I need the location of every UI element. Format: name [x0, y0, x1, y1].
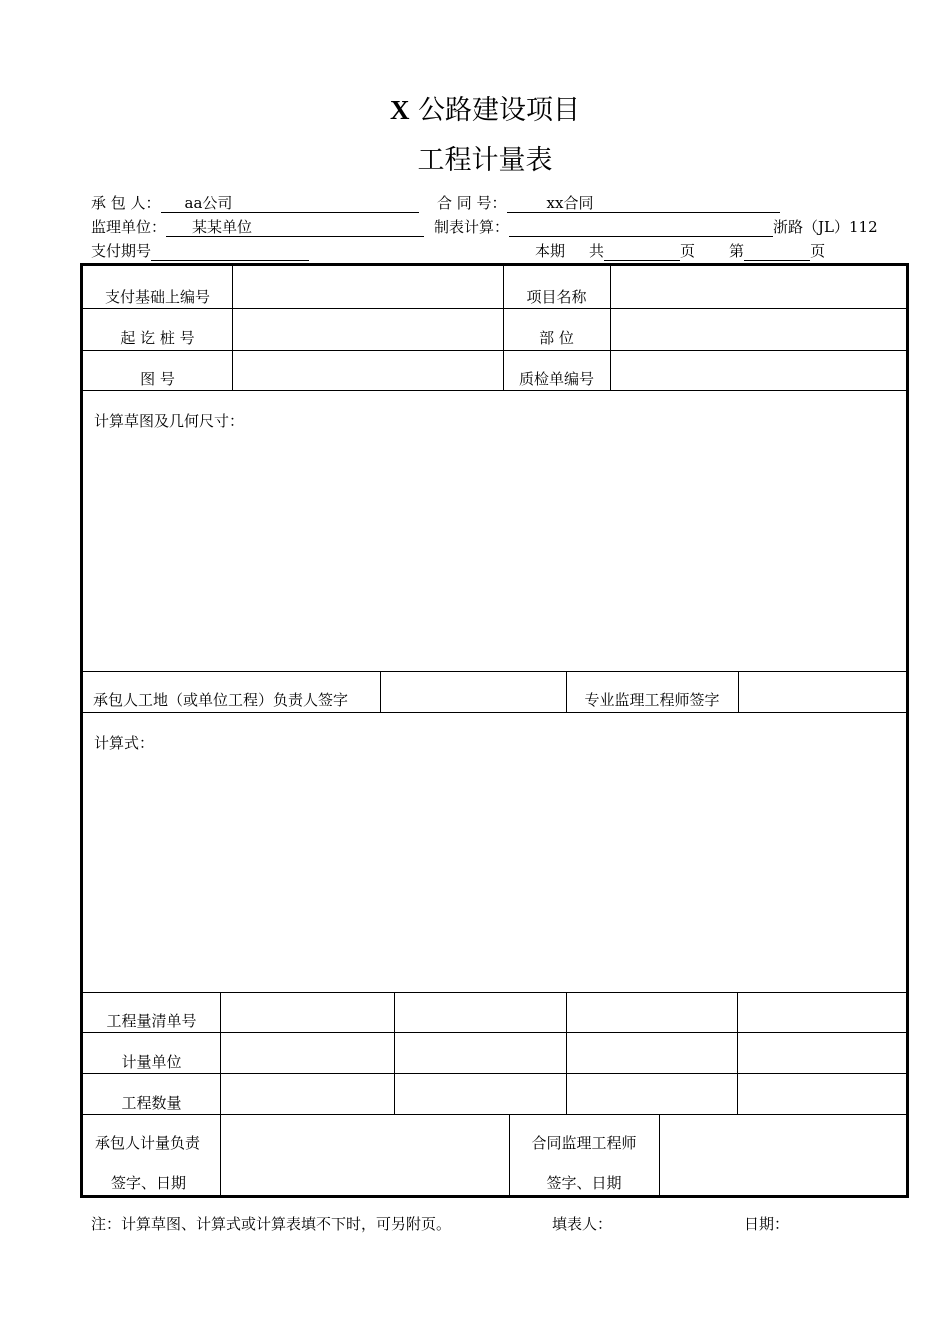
quantity-label: 工程数量	[121, 1094, 182, 1112]
calc-label: 制表计算：	[434, 218, 510, 236]
contractor-measure-label-2: 签字、日期	[111, 1174, 187, 1192]
period-field[interactable]	[151, 243, 309, 261]
station-range-label: 起 讫 桩 号	[120, 329, 195, 347]
calc-row	[434, 217, 878, 237]
item-name-field[interactable]	[611, 266, 906, 308]
item-name-label: 项目名称	[526, 288, 587, 306]
contract-row	[437, 193, 780, 213]
page-no-label: 第	[729, 242, 745, 260]
date-label: 日期：	[744, 1215, 790, 1233]
filler-label: 填表人：	[552, 1215, 613, 1233]
page-this-label: 本期	[535, 242, 566, 260]
contract-supervisor-label-2: 签字、日期	[546, 1174, 622, 1192]
form-code: 浙路（JL）112	[773, 218, 878, 236]
period-label: 支付期号	[91, 242, 152, 260]
location-field[interactable]	[611, 309, 906, 350]
contractor-field[interactable]	[161, 195, 419, 213]
sketch-area[interactable]	[83, 431, 906, 669]
drawing-no-label: 图 号	[140, 370, 175, 388]
page-unit2-label: 页	[810, 242, 826, 260]
payment-basis-no-field[interactable]	[233, 266, 503, 308]
page-title	[0, 88, 950, 127]
contractor-value: aa公司	[184, 194, 233, 212]
title-bold: X	[389, 95, 410, 125]
bill-item-no-label: 工程量清单号	[106, 1012, 197, 1030]
page-total-field[interactable]	[604, 243, 680, 261]
contractor-label: 承 包 人：	[91, 194, 161, 212]
page-no-field[interactable]	[744, 243, 810, 261]
page-count-row	[535, 241, 825, 261]
contract-supervisor-sign-field[interactable]	[660, 1115, 906, 1195]
contract-supervisor-label-1: 合同监理工程师	[531, 1134, 637, 1152]
supervisor-label: 监理单位：	[91, 218, 167, 236]
formula-label: 计算式：	[94, 734, 155, 752]
drawing-no-field[interactable]	[233, 351, 503, 390]
page-total-label: 共	[589, 242, 605, 260]
supervisor-value: 某某单位	[192, 218, 253, 236]
supervisor-sign-field[interactable]	[739, 672, 906, 712]
contract-value: xx合同	[546, 194, 594, 212]
inspection-no-field[interactable]	[611, 351, 906, 390]
contractor-row	[91, 193, 419, 213]
contract-label: 合 同 号：	[437, 194, 507, 212]
supervisor-sign-label: 专业监理工程师签字	[584, 691, 720, 709]
calc-field[interactable]	[509, 219, 773, 237]
footer-note: 注：计算草图、计算式或计算表填不下时，可另附页。	[91, 1215, 452, 1233]
inspection-no-label: 质检单编号	[518, 370, 594, 388]
station-range-field[interactable]	[233, 309, 503, 350]
supervisor-row	[91, 217, 424, 237]
sketch-label: 计算草图及几何尺寸：	[94, 412, 245, 430]
location-label: 部 位	[539, 329, 574, 347]
period-row	[91, 241, 309, 261]
payment-basis-no-label: 支付基础上编号	[104, 288, 210, 306]
page-unit-label: 页	[680, 242, 696, 260]
contract-field[interactable]	[507, 195, 780, 213]
title-text: 公路建设项目	[409, 95, 581, 126]
formula-area[interactable]	[83, 754, 906, 990]
site-manager-sign-field[interactable]	[381, 672, 566, 712]
site-manager-sign-label: 承包人工地（或单位工程）负责人签字	[93, 691, 349, 709]
supervisor-field[interactable]	[166, 219, 424, 237]
page-subtitle: 工程计量表	[417, 145, 553, 176]
contractor-measure-sign-field[interactable]	[221, 1115, 509, 1195]
unit-label: 计量单位	[121, 1053, 182, 1071]
contractor-measure-label-1: 承包人计量负责	[95, 1134, 201, 1152]
measurement-form	[80, 263, 909, 1198]
